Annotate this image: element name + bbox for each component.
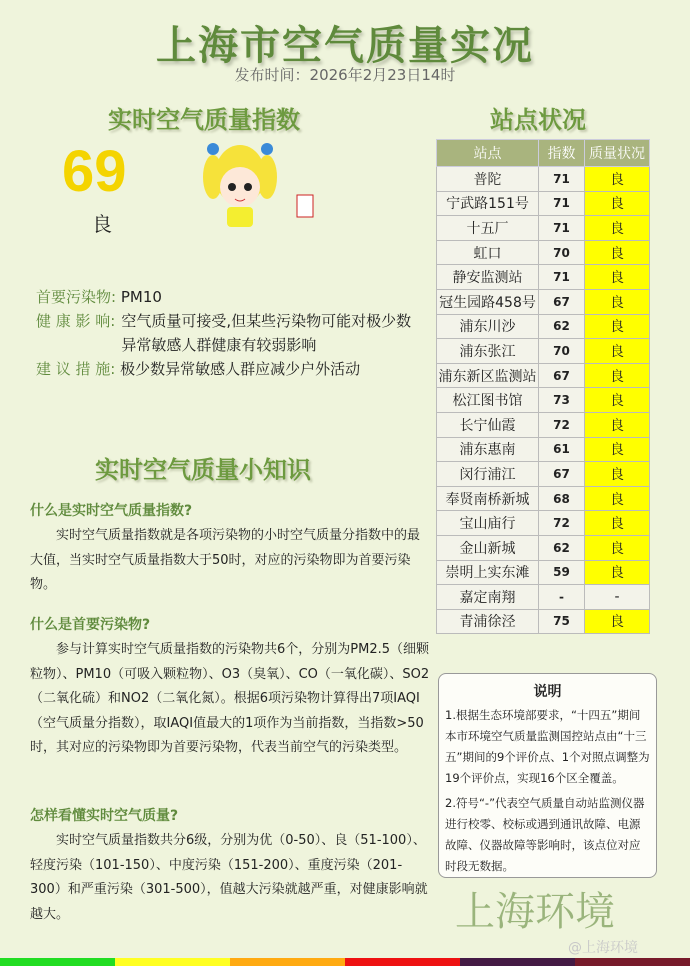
table-row [437, 585, 650, 610]
station-name: 崇明上实东滩 [437, 560, 539, 585]
col-station: 站点 [437, 140, 539, 167]
station-quality: 良 [585, 191, 650, 216]
station-quality: - [585, 585, 650, 610]
station-index: 67 [539, 289, 585, 314]
stations-heading: 站点状况 [490, 106, 586, 134]
table-row [437, 462, 650, 487]
station-name: 奉贤南桥新城 [437, 486, 539, 511]
table-row [437, 167, 650, 192]
station-index: 72 [539, 511, 585, 536]
table-row [437, 535, 650, 560]
table-row [437, 191, 650, 216]
table-row [437, 486, 650, 511]
aqi-level: 良 [92, 212, 112, 236]
page-title: 上海市空气质量实况 [156, 23, 534, 69]
station-name: 浦东惠南 [437, 437, 539, 462]
aqi-value: 69 [62, 139, 127, 204]
table-row [437, 339, 650, 364]
table-row [437, 314, 650, 339]
note-title: 说明 [533, 684, 562, 700]
station-index: 67 [539, 363, 585, 388]
station-name: 静安监测站 [437, 265, 539, 290]
station-quality: 良 [585, 486, 650, 511]
note-item: 2.符号“-”代表空气质量自动站监测仪器进行校零、校标或遇到通讯故障、电源故障、仪器故障等影响时，该点位对应时段无数据。 [445, 796, 645, 873]
level-color-bar [460, 958, 575, 966]
table-row [437, 240, 650, 265]
answer-3: 实时空气质量指数共分6级，分别为优（0-50）、良（51-100）、轻度污染（101-150）、中度污染（151-200）、重度污染（201-300）和严重污染（301-500），值越大污染就越严重，对健康影响就越大。 [30, 833, 428, 922]
table-row [437, 560, 650, 585]
advice: 建 议 措 施: 极少数异常敏感人群应减少户外活动 [36, 360, 361, 378]
station-index: 70 [539, 240, 585, 265]
station-quality: 良 [585, 511, 650, 536]
col-index: 指数 [539, 140, 585, 167]
answer-2: 参与计算实时空气质量指数的污染物共6个，分别为PM2.5（细颗粒物）、PM10（可吸入颗粒物）、O3（臭氧）、CO（一氧化碳）、SO2（二氧化硫）和NO2（二氧化氮）。根据6项污染物计算得出7项IAQI（空气质量分指数），取IAQI值最大的1项作为当前指数，当指数>50时，其对应的污染物即为首要污染物，代表当前空气的污染类型。 [30, 642, 430, 755]
question-1: 什么是实时空气质量指数? [30, 503, 193, 519]
note-item: 1.根据生态环境部要求，“十四五”期间本市环境空气质量监测国控站点由“十三五”期间的9个评价点、1个对照点调整为19个评价点，实现16个区全覆盖。 [445, 708, 650, 785]
station-quality: 良 [585, 535, 650, 560]
station-index: 62 [539, 535, 585, 560]
level-color-bar [230, 958, 345, 966]
station-name: 金山新城 [437, 535, 539, 560]
station-index: 71 [539, 265, 585, 290]
station-name: 虹口 [437, 240, 539, 265]
station-quality: 良 [585, 167, 650, 192]
station-quality: 良 [585, 314, 650, 339]
station-index: 71 [539, 191, 585, 216]
station-quality: 良 [585, 462, 650, 487]
station-quality: 良 [585, 388, 650, 413]
station-quality: 良 [585, 609, 650, 634]
station-index: 67 [539, 462, 585, 487]
station-quality: 良 [585, 363, 650, 388]
publish-time: 发布时间：2026年2月23日14时 [234, 66, 456, 84]
level-color-bar [0, 958, 115, 966]
station-index: 73 [539, 388, 585, 413]
health-impact: 健 康 影 响: 空气质量可接受,但某些污染物可能对极少数异常敏感人群健康有较弱影响 [36, 312, 412, 354]
level-color-bar [345, 958, 460, 966]
station-name: 浦东张江 [437, 339, 539, 364]
station-quality: 良 [585, 339, 650, 364]
station-index: 71 [539, 167, 585, 192]
station-index: 75 [539, 609, 585, 634]
table-row [437, 437, 650, 462]
level-color-bar [115, 958, 230, 966]
level-color-bar [575, 958, 690, 966]
note-box [438, 673, 657, 878]
table-row [437, 388, 650, 413]
station-index: 62 [539, 314, 585, 339]
station-name: 浦东川沙 [437, 314, 539, 339]
col-quality: 质量状况 [585, 140, 650, 167]
mascot-girl-icon [195, 135, 325, 235]
table-row [437, 216, 650, 241]
table-row [437, 289, 650, 314]
question-2: 什么是首要污染物? [30, 617, 151, 633]
aqi-heading: 实时空气质量指数 [108, 106, 300, 134]
table-row [437, 265, 650, 290]
station-name: 宝山庙行 [437, 511, 539, 536]
station-name: 嘉定南翔 [437, 585, 539, 610]
station-index: 59 [539, 560, 585, 585]
station-name: 松江图书馆 [437, 388, 539, 413]
station-name: 十五厂 [437, 216, 539, 241]
station-name: 宁武路151号 [437, 191, 539, 216]
table-row [437, 511, 650, 536]
weibo-handle: @上海环境 [568, 940, 638, 956]
station-quality: 良 [585, 560, 650, 585]
table-row [437, 412, 650, 437]
station-name: 冠生园路458号 [437, 289, 539, 314]
station-quality: 良 [585, 437, 650, 462]
watermark-logo: 上海环境 [455, 889, 615, 935]
station-quality: 良 [585, 412, 650, 437]
station-index: 61 [539, 437, 585, 462]
station-index: - [539, 585, 585, 610]
station-index: 70 [539, 339, 585, 364]
station-index: 71 [539, 216, 585, 241]
station-name: 青浦徐泾 [437, 609, 539, 634]
table-row [437, 363, 650, 388]
station-quality: 良 [585, 265, 650, 290]
station-index: 72 [539, 412, 585, 437]
primary-pollutant: 首要污染物: PM10 [36, 288, 162, 306]
table-row [437, 609, 650, 634]
pollutant-details [36, 285, 426, 381]
station-quality: 良 [585, 216, 650, 241]
station-quality: 良 [585, 289, 650, 314]
station-name: 闵行浦江 [437, 462, 539, 487]
station-name: 普陀 [437, 167, 539, 192]
station-name: 浦东新区监测站 [437, 363, 539, 388]
station-index: 68 [539, 486, 585, 511]
station-name: 长宁仙霞 [437, 412, 539, 437]
station-table [436, 139, 650, 634]
answer-1: 实时空气质量指数就是各项污染物的小时空气质量分指数中的最大值，当实时空气质量指数大于50时，对应的污染物即为首要污染物。 [30, 528, 421, 592]
question-3: 怎样看懂实时空气质量? [30, 808, 179, 824]
knowledge-heading: 实时空气质量小知识 [95, 456, 311, 484]
station-quality: 良 [585, 240, 650, 265]
